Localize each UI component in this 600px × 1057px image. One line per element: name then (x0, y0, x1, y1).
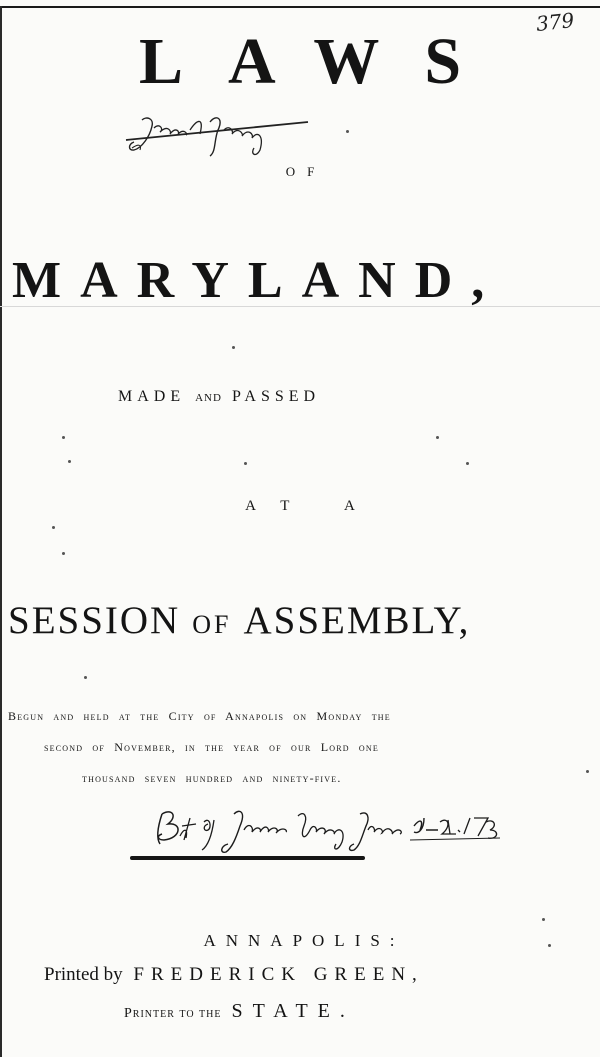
handwritten-page-number: 379 (534, 8, 576, 36)
at-a: AT A (245, 498, 381, 514)
ink-speck (542, 918, 545, 921)
made-and-passed (118, 387, 320, 408)
ink-speck (62, 436, 65, 439)
imprint-printed-by (44, 962, 424, 988)
made-word: MADE (118, 388, 186, 405)
ink-speck (586, 770, 589, 773)
ink-speck (84, 676, 87, 679)
session-date-line: second of November, in the year of our Lord one (44, 740, 379, 754)
decorative-rule (130, 856, 365, 860)
ink-speck (68, 460, 71, 463)
ink-speck (548, 944, 551, 947)
ink-speck (62, 552, 65, 555)
title-maryland: MARYLAND, (12, 252, 504, 309)
assembly-word: ASSEMBLY, (243, 599, 471, 642)
session-date-line: Begun and held at the City of Annapolis on Monday the (8, 709, 391, 723)
session-of-word: OF (192, 610, 232, 639)
ink-speck (346, 130, 349, 133)
session-date-line: thousand seven hundred and ninety-five. (82, 771, 342, 785)
ink-speck (436, 436, 439, 439)
ink-speck (232, 346, 235, 349)
ink-speck (52, 526, 55, 529)
session-of-assembly (8, 597, 470, 649)
printed-by-label: Printed by (44, 964, 123, 985)
printer-name: FREDERICK GREEN, (133, 964, 424, 985)
and-word: AND (195, 392, 222, 404)
ink-speck (244, 462, 247, 465)
top-border-rule (0, 6, 600, 8)
printer-to-the-label: Printer to the (124, 1006, 222, 1021)
session-word: SESSION (8, 599, 181, 642)
passed-word: PASSED (231, 388, 321, 405)
imprint-printer-to-state (124, 1000, 355, 1025)
imprint-city: ANNAPOLIS: (203, 931, 405, 950)
title-laws: LAWS (138, 25, 507, 98)
title-of: OF (285, 164, 327, 179)
handwritten-signature-top (120, 104, 320, 164)
ink-speck (466, 462, 469, 465)
handwritten-purchase-note (148, 800, 508, 856)
state-word: STATE. (231, 1000, 355, 1022)
